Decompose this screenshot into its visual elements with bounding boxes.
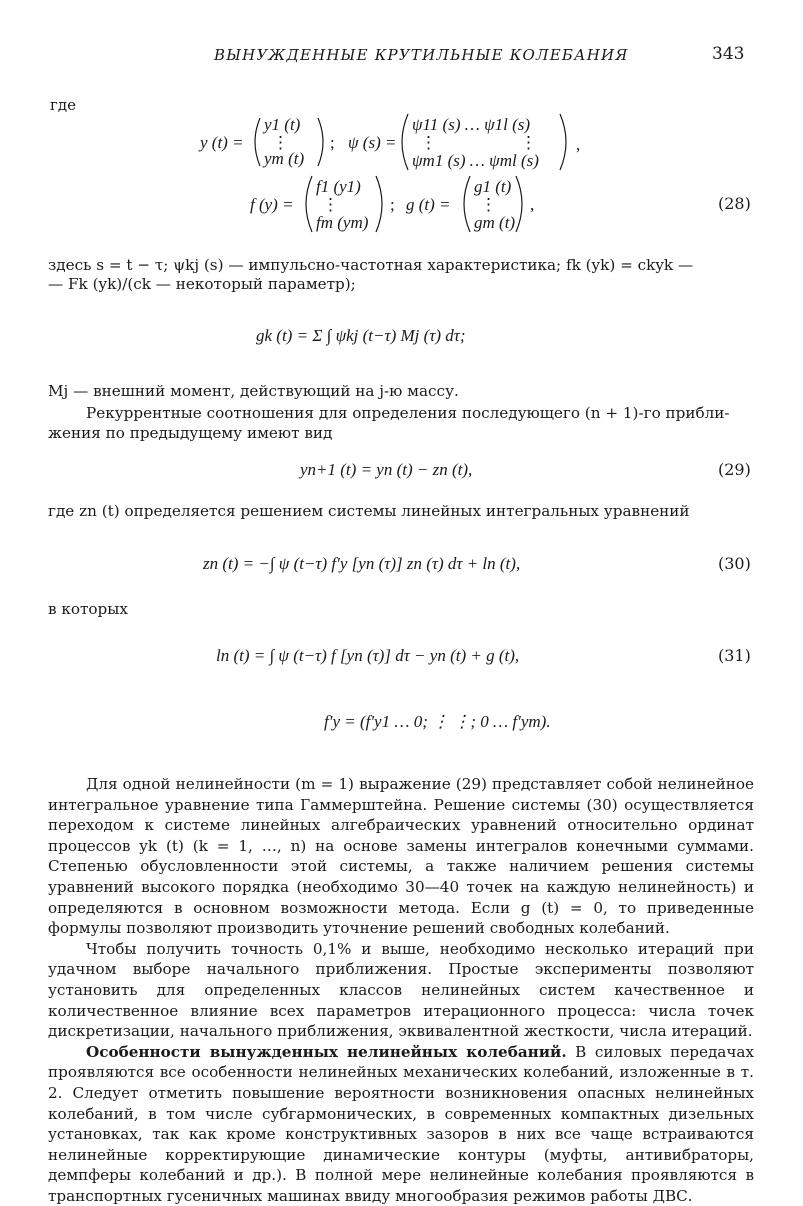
- where-label: где: [50, 96, 76, 114]
- recurrence-line-2: жения по предыдущему имеют вид: [48, 424, 333, 442]
- equation-31-number: (31): [718, 646, 751, 665]
- equation-29: yn+1 (t) = yn (t) − zn (t),: [300, 460, 473, 479]
- eq28-g-bot: gm (t): [474, 213, 516, 232]
- semicolon: ;: [330, 133, 335, 152]
- semicolon: ;: [390, 195, 395, 214]
- eq28-g-lhs: g (t) =: [406, 195, 451, 214]
- bracket-right: [516, 176, 522, 232]
- eq28-y-vdots: ⋮: [272, 133, 289, 152]
- bracket-left: [464, 176, 470, 232]
- recurrence-line-1: Рекуррентные соотношения для определения последующего (n + 1)-го прибли-: [86, 404, 730, 422]
- eq28-psi-vdots-2: ⋮: [520, 133, 537, 152]
- bracket-right: [376, 176, 382, 232]
- bracket-left: [255, 118, 260, 166]
- here-line-2: — Fk (yk)/(ck — некоторый параметр);: [48, 275, 356, 293]
- equation-28-number: (28): [718, 194, 751, 213]
- comma: ,: [576, 135, 581, 154]
- fy-formula: f′y = (f′y1 … 0; ⋮ ⋮; 0 … f′ym).: [324, 712, 551, 731]
- eq28-y-top: y1 (t): [264, 115, 301, 134]
- here-line-1: здесь s = t − τ; ψkj (s) — импульсно-частотная характеристика; fk (yk) = ckyk —: [48, 256, 694, 274]
- moment-line: Mj — внешний момент, действующий на j-ю массу.: [48, 382, 459, 400]
- bracket-right: [318, 118, 323, 166]
- running-header: ВЫНУЖДЕННЫЕ КРУТИЛЬНЫЕ КОЛЕБАНИЯ: [214, 46, 629, 64]
- where-zn-line: где zn (t) определяется решением системы линейных интегральных уравнений: [48, 502, 690, 520]
- bracket-left: [306, 176, 312, 232]
- equation-31: ln (t) = ∫ ψ (t−τ) f [yn (τ)] dτ − yn (t) + g (t),: [216, 646, 520, 665]
- eq28-g-vdots: ⋮: [480, 195, 497, 214]
- gk-formula: gk (t) = Σ ∫ ψkj (t−τ) Mj (τ) dτ;: [256, 326, 466, 345]
- eq28-f-bot: fm (ym): [316, 213, 369, 232]
- body-text: [48, 774, 754, 1206]
- equation-30-number: (30): [718, 554, 751, 573]
- eq28-y-bot: ym (t): [264, 149, 305, 168]
- paragraph-1: Для одной нелинейности (m = 1) выражение (29) представляет собой нелинейное интегральное уравнение типа Гаммерштейна. Решение системы (30) осуществляется переходом к системе линейных алгебраических уравнений относительно ординат процессов yk (t) (k = 1, …, n) на основе замены интегралов конечными суммами. Степенью обусловленности этой системы, а также наличием решения системы уравнений высокого порядка (необходимо 30—40 точек на каждую нелинейность) и определяются в основном возможности метода. Если g (t) = 0, то приведенные формулы позволяют производить уточнение решений свободных колебаний.: [48, 775, 754, 938]
- eq28-psi-bot: ψm1 (s) … ψml (s): [412, 151, 539, 170]
- eq28-psi-lhs: ψ (s) =: [348, 133, 397, 152]
- equation-30: zn (t) = −∫ ψ (t−τ) f′y [yn (τ)] zn (τ) dτ + ln (t),: [203, 554, 521, 573]
- in-which-label: в которых: [48, 600, 128, 618]
- eq28-f-lhs: f (y) =: [250, 195, 294, 214]
- eq28-psi-vdots-1: ⋮: [420, 133, 437, 152]
- eq28-y-lhs: y (t) =: [200, 133, 244, 152]
- comma: ,: [530, 195, 535, 214]
- bracket-right: [560, 114, 566, 170]
- eq28-psi-top: ψ11 (s) … ψ1l (s): [412, 115, 531, 134]
- eq28-g-top: g1 (t): [474, 177, 512, 196]
- page-number: 343: [712, 44, 745, 64]
- equation-29-number: (29): [718, 460, 751, 479]
- equation-28-matrices: [180, 110, 600, 238]
- paragraph-3-text: В силовых передачах проявляются все особенности нелинейных механических колебаний, изложенные в т. 2. Следует отметить повышение вероятности возникновения опасных нелинейных колебаний, в том числе субгармонических, в современных компактных дизельных установках, так как кроме конструктивных зазоров в них все чаще встраиваются нелинейные корректирующие динамические контуры (муфты, антивибраторы, демпферы колебаний и др.). В полной мере нелинейные колебания проявляются в транспортных гусеничных машинах ввиду многообразия режимов работы ДВС.: [48, 1042, 755, 1205]
- section-heading: Особенности вынужденных нелинейных колебаний.: [86, 1042, 567, 1061]
- eq28-f-top: f1 (y1): [316, 177, 361, 196]
- paragraph-2: Чтобы получить точность 0,1% и выше, необходимо несколько итераций при удачном выборе начального приближения. Простые эксперименты позволяют установить для определенных классов нелинейных систем качественное и количественное влияние всех параметров итерационного процесса: числа точек дискретизации, начального приближения, эквивалентной жесткости, числа итераций.: [48, 939, 754, 1041]
- paragraph-3: [48, 1042, 754, 1206]
- bracket-left: [402, 114, 408, 170]
- eq28-f-vdots: ⋮: [322, 195, 339, 214]
